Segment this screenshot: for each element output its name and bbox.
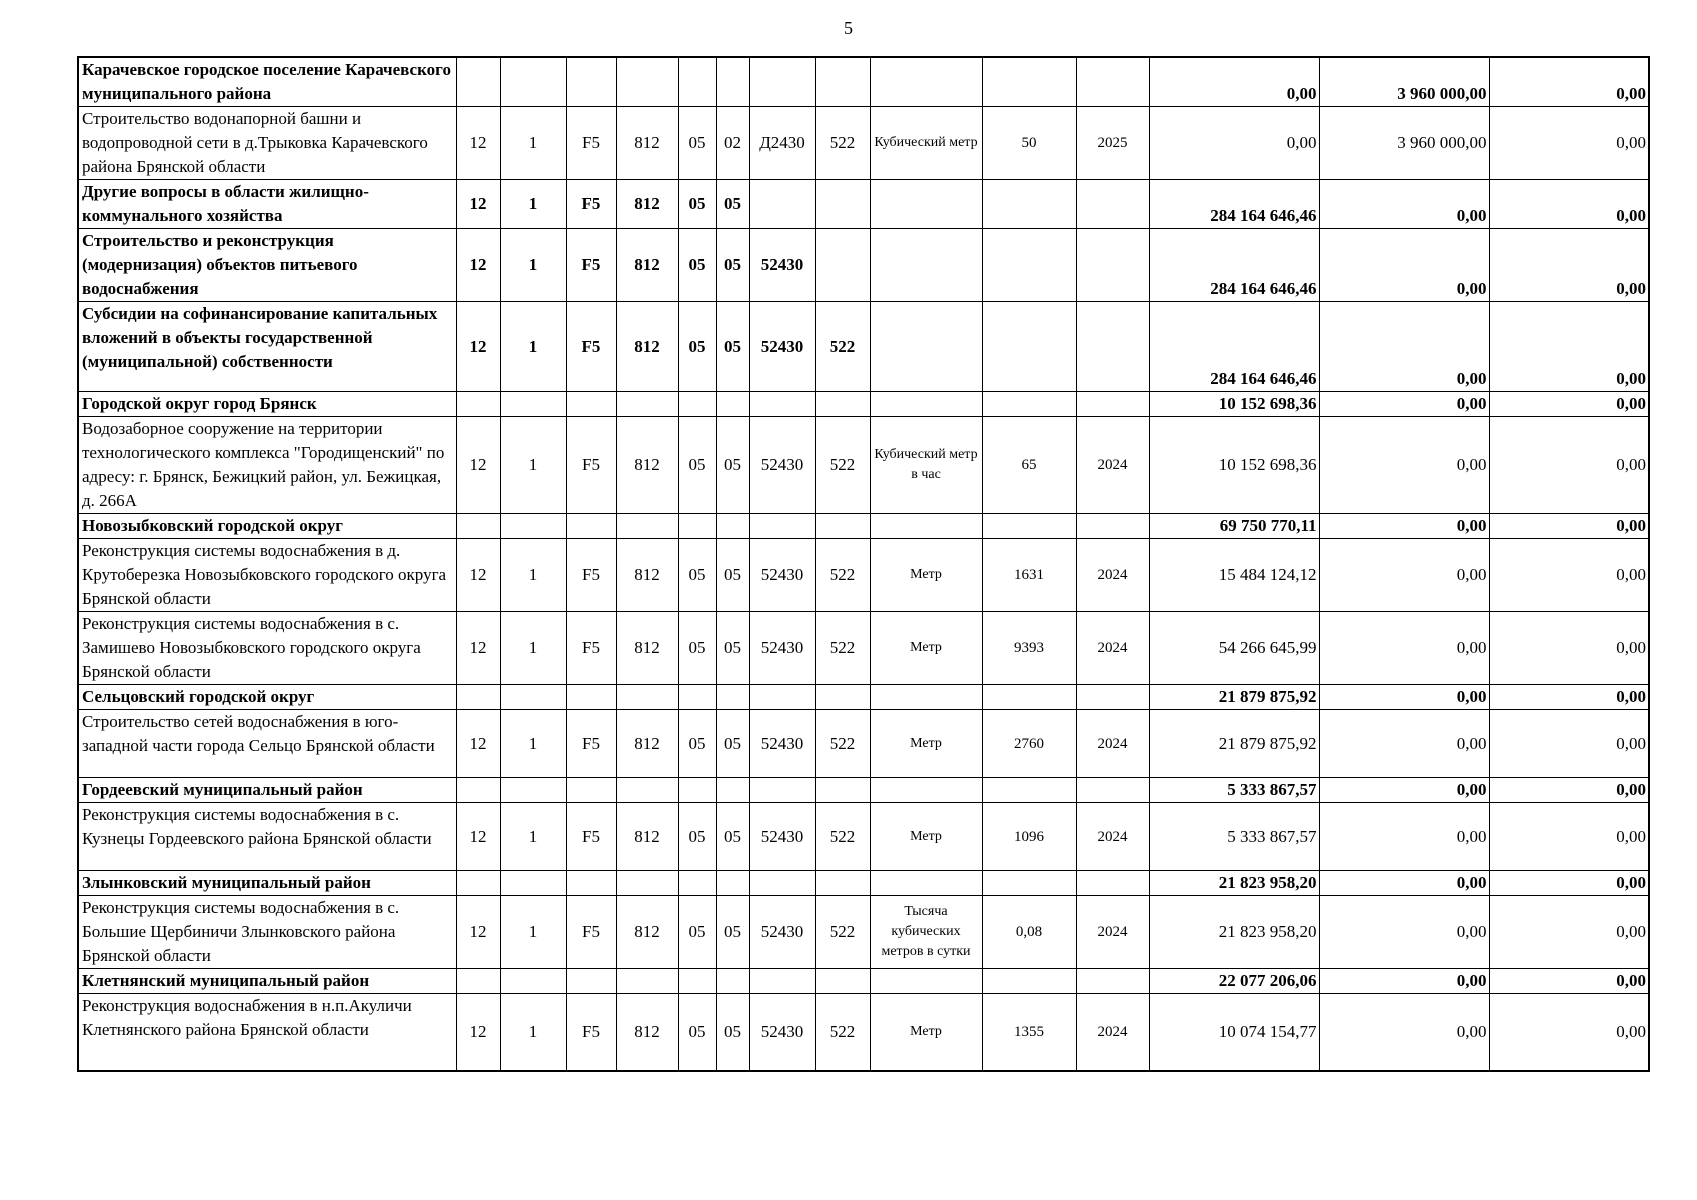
cell-sum-1: 284 164 646,46 (1149, 180, 1319, 229)
cell-unit: Метр (870, 710, 982, 778)
cell-code-1 (456, 514, 500, 539)
cell-unit: Метр (870, 539, 982, 612)
cell-code-6: 05 (716, 229, 749, 302)
cell-code-8 (815, 392, 870, 417)
cell-code-4 (616, 778, 678, 803)
cell-code-2: 1 (500, 710, 566, 778)
cell-code-8: 522 (815, 994, 870, 1071)
cell-name: Реконструкция системы водоснабжения в с. Большие Щербиничи Злынковского района Брянской области (78, 896, 456, 969)
item-row (78, 539, 1649, 612)
cell-unit (870, 57, 982, 107)
cell-quantity: 1096 (982, 803, 1076, 871)
cell-code-4 (616, 392, 678, 417)
cell-code-3: F5 (566, 107, 616, 180)
cell-code-5 (678, 685, 716, 710)
cell-code-6: 05 (716, 302, 749, 392)
cell-sum-3: 0,00 (1489, 514, 1649, 539)
cell-code-6: 05 (716, 539, 749, 612)
cell-year: 2024 (1076, 896, 1149, 969)
cell-code-6 (716, 778, 749, 803)
cell-code-7 (749, 778, 815, 803)
cell-code-8: 522 (815, 612, 870, 685)
cell-code-4: 812 (616, 302, 678, 392)
cell-quantity (982, 778, 1076, 803)
cell-code-5: 05 (678, 180, 716, 229)
cell-unit: Кубический метр в час (870, 417, 982, 514)
cell-code-7: 52430 (749, 612, 815, 685)
cell-unit: Метр (870, 803, 982, 871)
item-row (78, 994, 1649, 1071)
cell-sum-3: 0,00 (1489, 229, 1649, 302)
cell-sum-3: 0,00 (1489, 612, 1649, 685)
cell-code-1: 12 (456, 710, 500, 778)
cell-code-4: 812 (616, 896, 678, 969)
cell-code-5: 05 (678, 896, 716, 969)
cell-sum-3: 0,00 (1489, 392, 1649, 417)
cell-code-3 (566, 57, 616, 107)
cell-code-3: F5 (566, 539, 616, 612)
cell-name: Строительство водонапорной башни и водопроводной сети в д.Трыковка Карачевского района Брянской области (78, 107, 456, 180)
cell-code-2: 1 (500, 180, 566, 229)
cell-code-7: 52430 (749, 539, 815, 612)
cell-code-8: 522 (815, 417, 870, 514)
cell-code-1 (456, 969, 500, 994)
cell-quantity (982, 514, 1076, 539)
cell-code-7: 52430 (749, 302, 815, 392)
cell-code-1: 12 (456, 994, 500, 1071)
cell-code-3: F5 (566, 803, 616, 871)
cell-code-2 (500, 871, 566, 896)
cell-name: Реконструкция системы водоснабжения в д. Крутоберезка Новозыбковского городского округа Брянской области (78, 539, 456, 612)
cell-sum-3: 0,00 (1489, 969, 1649, 994)
item-row (78, 896, 1649, 969)
cell-sum-1: 0,00 (1149, 107, 1319, 180)
cell-year (1076, 871, 1149, 896)
cell-code-1 (456, 685, 500, 710)
cell-year (1076, 685, 1149, 710)
cell-code-3 (566, 685, 616, 710)
cell-code-6: 05 (716, 417, 749, 514)
cell-code-5: 05 (678, 302, 716, 392)
cell-code-3 (566, 871, 616, 896)
cell-quantity (982, 685, 1076, 710)
cell-sum-2: 0,00 (1319, 514, 1489, 539)
group-row (78, 57, 1649, 107)
cell-code-3: F5 (566, 710, 616, 778)
cell-code-8: 522 (815, 302, 870, 392)
cell-code-2 (500, 685, 566, 710)
cell-quantity (982, 969, 1076, 994)
cell-sum-1: 10 074 154,77 (1149, 994, 1319, 1071)
cell-name: Новозыбковский городской округ (78, 514, 456, 539)
cell-sum-3: 0,00 (1489, 180, 1649, 229)
cell-name: Другие вопросы в области жилищно-коммунального хозяйства (78, 180, 456, 229)
cell-code-1: 12 (456, 539, 500, 612)
cell-code-6: 05 (716, 710, 749, 778)
cell-year (1076, 180, 1149, 229)
cell-code-3: F5 (566, 896, 616, 969)
cell-code-6: 05 (716, 180, 749, 229)
cell-code-7 (749, 969, 815, 994)
cell-code-4: 812 (616, 539, 678, 612)
cell-sum-2: 0,00 (1319, 896, 1489, 969)
cell-name: Гордеевский муниципальный район (78, 778, 456, 803)
cell-code-2 (500, 514, 566, 539)
cell-sum-2: 0,00 (1319, 994, 1489, 1071)
cell-code-5: 05 (678, 612, 716, 685)
cell-code-1: 12 (456, 417, 500, 514)
cell-code-8 (815, 180, 870, 229)
cell-sum-2: 0,00 (1319, 539, 1489, 612)
cell-code-8: 522 (815, 539, 870, 612)
cell-code-7: 52430 (749, 417, 815, 514)
cell-code-6 (716, 871, 749, 896)
cell-code-4: 812 (616, 417, 678, 514)
cell-unit (870, 302, 982, 392)
cell-quantity: 1631 (982, 539, 1076, 612)
cell-quantity: 9393 (982, 612, 1076, 685)
cell-name: Сельцовский городской округ (78, 685, 456, 710)
cell-code-6 (716, 685, 749, 710)
cell-name: Клетнянский муниципальный район (78, 969, 456, 994)
cell-code-4 (616, 685, 678, 710)
cell-unit (870, 180, 982, 229)
item-row (78, 612, 1649, 685)
cell-sum-3: 0,00 (1489, 302, 1649, 392)
cell-quantity (982, 229, 1076, 302)
cell-sum-2: 0,00 (1319, 302, 1489, 392)
cell-code-5: 05 (678, 803, 716, 871)
cell-sum-2: 0,00 (1319, 180, 1489, 229)
cell-code-5: 05 (678, 994, 716, 1071)
cell-code-3 (566, 392, 616, 417)
cell-year: 2024 (1076, 612, 1149, 685)
cell-quantity: 1355 (982, 994, 1076, 1071)
cell-code-7 (749, 685, 815, 710)
cell-name: Строительство и реконструкция (модернизация) объектов питьевого водоснабжения (78, 229, 456, 302)
cell-code-1 (456, 392, 500, 417)
cell-year: 2024 (1076, 710, 1149, 778)
cell-code-6: 02 (716, 107, 749, 180)
cell-sum-3: 0,00 (1489, 896, 1649, 969)
cell-sum-3: 0,00 (1489, 57, 1649, 107)
cell-sum-1: 10 152 698,36 (1149, 392, 1319, 417)
cell-sum-2: 0,00 (1319, 685, 1489, 710)
cell-sum-2: 0,00 (1319, 229, 1489, 302)
cell-sum-2: 0,00 (1319, 417, 1489, 514)
cell-year: 2024 (1076, 539, 1149, 612)
cell-unit (870, 685, 982, 710)
cell-sum-1: 5 333 867,57 (1149, 778, 1319, 803)
cell-sum-1: 21 823 958,20 (1149, 896, 1319, 969)
cell-sum-3: 0,00 (1489, 803, 1649, 871)
cell-sum-1: 15 484 124,12 (1149, 539, 1319, 612)
cell-name: Строительство сетей водоснабжения в юго-западной части города Сельцо Брянской области (78, 710, 456, 778)
cell-unit (870, 514, 982, 539)
cell-name: Водозаборное сооружение на территории технологического комплекса "Городищенский" по адресу: г. Брянск, Бежицкий район, ул. Бежицкая, д. 266А (78, 417, 456, 514)
cell-code-5 (678, 514, 716, 539)
item-row (78, 417, 1649, 514)
cell-code-1: 12 (456, 896, 500, 969)
cell-code-3: F5 (566, 302, 616, 392)
table-body (78, 57, 1649, 1071)
cell-code-4: 812 (616, 710, 678, 778)
cell-code-8 (815, 229, 870, 302)
cell-code-1: 12 (456, 302, 500, 392)
cell-unit (870, 969, 982, 994)
cell-sum-2: 0,00 (1319, 871, 1489, 896)
cell-code-7 (749, 514, 815, 539)
cell-code-5 (678, 871, 716, 896)
cell-year: 2025 (1076, 107, 1149, 180)
cell-code-2: 1 (500, 994, 566, 1071)
group-row (78, 229, 1649, 302)
cell-code-3: F5 (566, 180, 616, 229)
item-row (78, 710, 1649, 778)
cell-code-6 (716, 392, 749, 417)
cell-sum-1: 54 266 645,99 (1149, 612, 1319, 685)
cell-year: 2024 (1076, 803, 1149, 871)
cell-code-8: 522 (815, 803, 870, 871)
cell-sum-1: 0,00 (1149, 57, 1319, 107)
cell-code-6: 05 (716, 896, 749, 969)
cell-code-7 (749, 180, 815, 229)
group-row (78, 392, 1649, 417)
cell-sum-2: 3 960 000,00 (1319, 57, 1489, 107)
cell-code-2 (500, 57, 566, 107)
group-row (78, 180, 1649, 229)
cell-code-8 (815, 514, 870, 539)
cell-code-7 (749, 392, 815, 417)
cell-quantity: 50 (982, 107, 1076, 180)
cell-code-2: 1 (500, 229, 566, 302)
cell-sum-3: 0,00 (1489, 539, 1649, 612)
cell-sum-3: 0,00 (1489, 871, 1649, 896)
group-row (78, 871, 1649, 896)
cell-code-3: F5 (566, 229, 616, 302)
cell-year (1076, 778, 1149, 803)
cell-code-7: 52430 (749, 896, 815, 969)
cell-code-2: 1 (500, 803, 566, 871)
cell-quantity: 0,08 (982, 896, 1076, 969)
cell-code-7: 52430 (749, 229, 815, 302)
cell-sum-1: 21 823 958,20 (1149, 871, 1319, 896)
cell-code-4 (616, 871, 678, 896)
cell-code-6 (716, 514, 749, 539)
cell-code-4: 812 (616, 229, 678, 302)
cell-year (1076, 514, 1149, 539)
cell-code-1 (456, 57, 500, 107)
cell-code-2: 1 (500, 612, 566, 685)
cell-unit: Метр (870, 612, 982, 685)
cell-code-2: 1 (500, 302, 566, 392)
cell-unit: Кубический метр (870, 107, 982, 180)
cell-quantity: 2760 (982, 710, 1076, 778)
cell-name: Реконструкция системы водоснабжения в с. Замишево Новозыбковского городского округа Брянской области (78, 612, 456, 685)
cell-code-8: 522 (815, 107, 870, 180)
cell-unit (870, 871, 982, 896)
group-row (78, 969, 1649, 994)
cell-code-5: 05 (678, 417, 716, 514)
cell-name: Карачевское городское поселение Карачевского муниципального района (78, 57, 456, 107)
cell-code-7: 52430 (749, 994, 815, 1071)
cell-sum-1: 284 164 646,46 (1149, 302, 1319, 392)
cell-quantity (982, 180, 1076, 229)
cell-code-7: Д2430 (749, 107, 815, 180)
cell-code-3: F5 (566, 612, 616, 685)
cell-quantity: 65 (982, 417, 1076, 514)
cell-code-5 (678, 778, 716, 803)
cell-code-4: 812 (616, 994, 678, 1071)
cell-code-1: 12 (456, 612, 500, 685)
cell-sum-2: 0,00 (1319, 969, 1489, 994)
cell-year (1076, 392, 1149, 417)
group-row (78, 778, 1649, 803)
cell-code-5: 05 (678, 229, 716, 302)
cell-code-5 (678, 392, 716, 417)
cell-sum-2: 0,00 (1319, 392, 1489, 417)
cell-code-8 (815, 685, 870, 710)
cell-name: Злынковский муниципальный район (78, 871, 456, 896)
cell-sum-3: 0,00 (1489, 107, 1649, 180)
cell-sum-3: 0,00 (1489, 994, 1649, 1071)
cell-code-2: 1 (500, 107, 566, 180)
cell-code-1 (456, 871, 500, 896)
cell-code-1: 12 (456, 107, 500, 180)
cell-sum-1: 5 333 867,57 (1149, 803, 1319, 871)
cell-sum-3: 0,00 (1489, 710, 1649, 778)
cell-code-3 (566, 514, 616, 539)
cell-sum-2: 0,00 (1319, 612, 1489, 685)
cell-sum-2: 0,00 (1319, 710, 1489, 778)
cell-code-3: F5 (566, 417, 616, 514)
cell-code-8 (815, 57, 870, 107)
cell-year: 2024 (1076, 417, 1149, 514)
cell-code-7 (749, 57, 815, 107)
cell-sum-1: 10 152 698,36 (1149, 417, 1319, 514)
cell-code-2: 1 (500, 417, 566, 514)
cell-unit: Тысяча кубических метров в сутки (870, 896, 982, 969)
cell-code-4: 812 (616, 107, 678, 180)
cell-code-4 (616, 514, 678, 539)
cell-sum-1: 21 879 875,92 (1149, 710, 1319, 778)
cell-year (1076, 57, 1149, 107)
cell-sum-1: 21 879 875,92 (1149, 685, 1319, 710)
cell-code-1: 12 (456, 229, 500, 302)
cell-code-8 (815, 969, 870, 994)
cell-sum-1: 284 164 646,46 (1149, 229, 1319, 302)
cell-code-2: 1 (500, 896, 566, 969)
cell-unit (870, 229, 982, 302)
cell-unit (870, 778, 982, 803)
cell-year (1076, 302, 1149, 392)
cell-quantity (982, 302, 1076, 392)
group-row (78, 302, 1649, 392)
cell-code-7 (749, 871, 815, 896)
cell-code-6 (716, 57, 749, 107)
cell-code-4: 812 (616, 803, 678, 871)
cell-sum-2: 3 960 000,00 (1319, 107, 1489, 180)
cell-sum-1: 69 750 770,11 (1149, 514, 1319, 539)
cell-name: Реконструкция системы водоснабжения в с. Кузнецы Гордеевского района Брянской области (78, 803, 456, 871)
cell-sum-2: 0,00 (1319, 778, 1489, 803)
cell-code-4 (616, 969, 678, 994)
cell-code-2: 1 (500, 539, 566, 612)
cell-code-8 (815, 871, 870, 896)
budget-table (77, 56, 1650, 1072)
cell-sum-3: 0,00 (1489, 778, 1649, 803)
cell-sum-3: 0,00 (1489, 685, 1649, 710)
cell-code-1: 12 (456, 180, 500, 229)
page-number: 5 (844, 18, 853, 38)
item-row (78, 803, 1649, 871)
cell-code-8: 522 (815, 710, 870, 778)
cell-code-8: 522 (815, 896, 870, 969)
cell-code-1: 12 (456, 803, 500, 871)
cell-quantity (982, 57, 1076, 107)
cell-code-4: 812 (616, 612, 678, 685)
cell-code-6: 05 (716, 994, 749, 1071)
cell-unit (870, 392, 982, 417)
cell-code-3 (566, 778, 616, 803)
cell-unit: Метр (870, 994, 982, 1071)
cell-code-5: 05 (678, 107, 716, 180)
cell-code-5: 05 (678, 710, 716, 778)
cell-sum-2: 0,00 (1319, 803, 1489, 871)
cell-code-2 (500, 778, 566, 803)
item-row (78, 107, 1649, 180)
cell-code-5 (678, 969, 716, 994)
cell-year (1076, 229, 1149, 302)
cell-code-5: 05 (678, 539, 716, 612)
cell-code-2 (500, 392, 566, 417)
cell-quantity (982, 392, 1076, 417)
cell-sum-1: 22 077 206,06 (1149, 969, 1319, 994)
cell-code-2 (500, 969, 566, 994)
cell-year: 2024 (1076, 994, 1149, 1071)
cell-code-7: 52430 (749, 710, 815, 778)
cell-code-5 (678, 57, 716, 107)
cell-quantity (982, 871, 1076, 896)
cell-code-1 (456, 778, 500, 803)
cell-code-4: 812 (616, 180, 678, 229)
cell-year (1076, 969, 1149, 994)
cell-code-6: 05 (716, 803, 749, 871)
cell-code-3 (566, 969, 616, 994)
cell-code-6 (716, 969, 749, 994)
cell-name: Субсидии на софинансирование капитальных вложений в объекты государственной (муниципальной) собственности (78, 302, 456, 392)
cell-name: Реконструкция водоснабжения в н.п.Акуличи Клетнянского района Брянской области (78, 994, 456, 1071)
cell-code-3: F5 (566, 994, 616, 1071)
cell-name: Городской округ город Брянск (78, 392, 456, 417)
cell-code-6: 05 (716, 612, 749, 685)
group-row (78, 685, 1649, 710)
group-row (78, 514, 1649, 539)
cell-sum-3: 0,00 (1489, 417, 1649, 514)
cell-code-7: 52430 (749, 803, 815, 871)
cell-code-4 (616, 57, 678, 107)
cell-code-8 (815, 778, 870, 803)
